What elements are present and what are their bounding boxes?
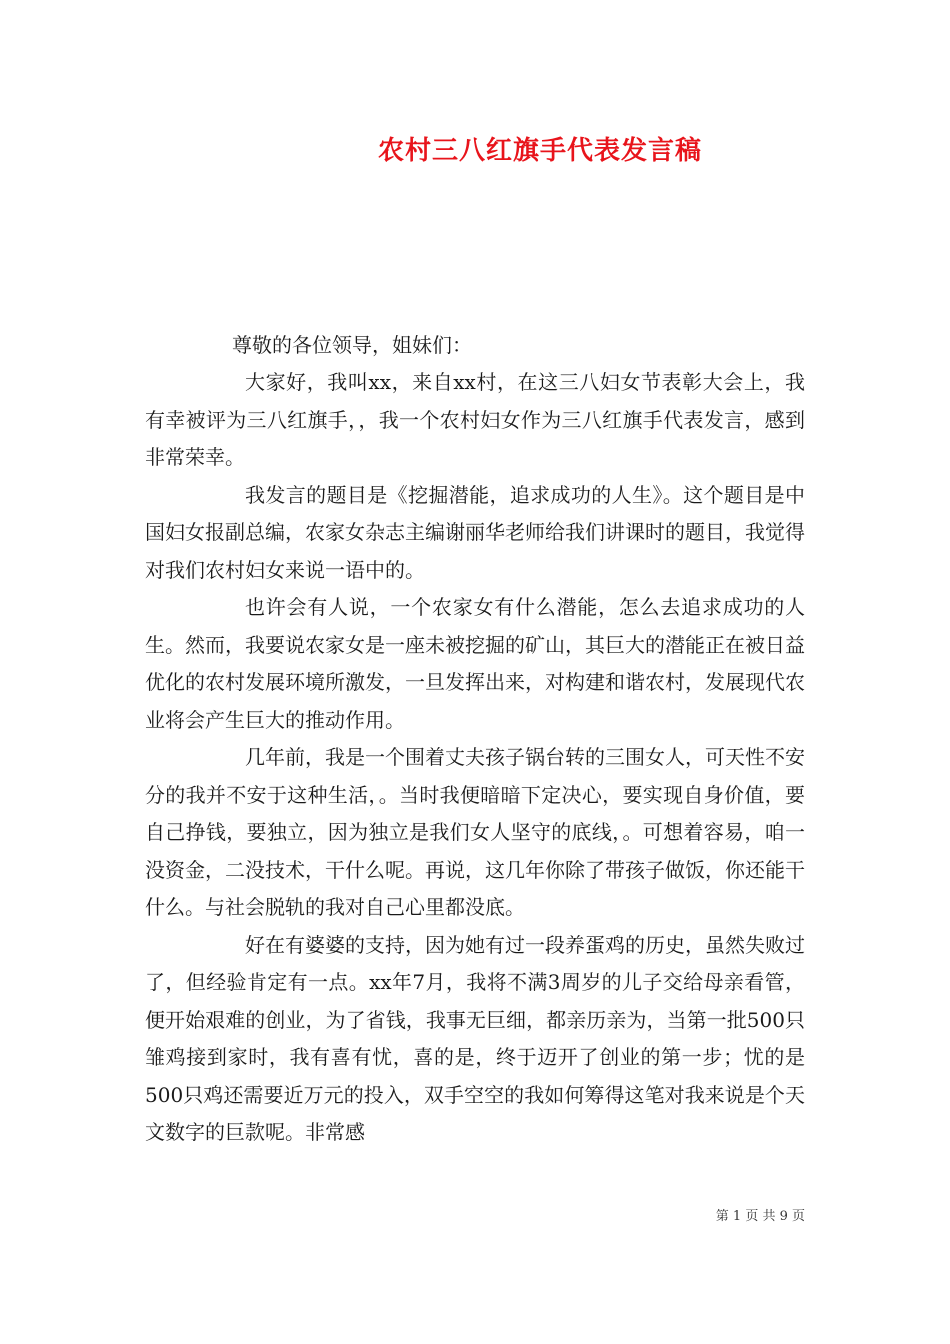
paragraph: 也许会有人说，一个农家女有什么潜能，怎么去追求成功的人生。然而，我要说农家女是一座未被挖掘的矿山，其巨大的潜能正在被日益优化的农村发展环境所激发，一旦发挥出来，对构建和谐农村，发展现代农业将会产生巨大的推动作用。 <box>145 595 805 732</box>
paragraph: 我发言的题目是《挖掘潜能，追求成功的人生》。这个题目是中国妇女报副总编，农家女杂志主编谢丽华老师给我们讲课时的题目，我觉得对我们农村妇女来说一语中的。 <box>145 482 805 582</box>
paragraph: 大家好，我叫xx，来自xx村，在这三八妇女节表彰大会上，我有幸被评为三八红旗手，，我一个农村妇女作为三八红旗手代表发言，感到非常荣幸。 <box>145 370 805 469</box>
salutation: 尊敬的各位领导，姐妹们： <box>232 333 472 357</box>
paragraph: 好在有婆婆的支持，因为她有过一段养蛋鸡的历史，虽然失败过了，但经验肯定有一点。xx年7月，我将不满3周岁的儿子交给母亲看管，便开始艰难的创业，为了省钱，我事无巨细，都亲历亲为，当第一批500只雏鸡接到家时，我有喜有忧，喜的是，终于迈开了创业的第一步；忧的是500只鸡还需要近万元的投入，双手空空的我如何筹得这笔对我来说是个天文数字的巨款呢。非常感 <box>145 932 805 1144</box>
document-body <box>145 364 805 1152</box>
document-title: 农村三八红旗手代表发言稿 <box>377 136 702 166</box>
paragraph: 几年前，我是一个围着丈夫孩子锅台转的三围女人，可天性不安分的我并不安于这种生活，。当时我便暗暗下定决心，要实现自身价值，要自己挣钱，要独立，因为独立是我们女人坚守的底线，。可想着容易，咱一没资金，二没技术，干什么呢。再说，这几年你除了带孩子做饭，你还能干什么。与社会脱轨的我对自己心里都没底。 <box>145 745 805 919</box>
page-number-footer: 第 1 页 共 9 页 <box>715 1209 805 1224</box>
